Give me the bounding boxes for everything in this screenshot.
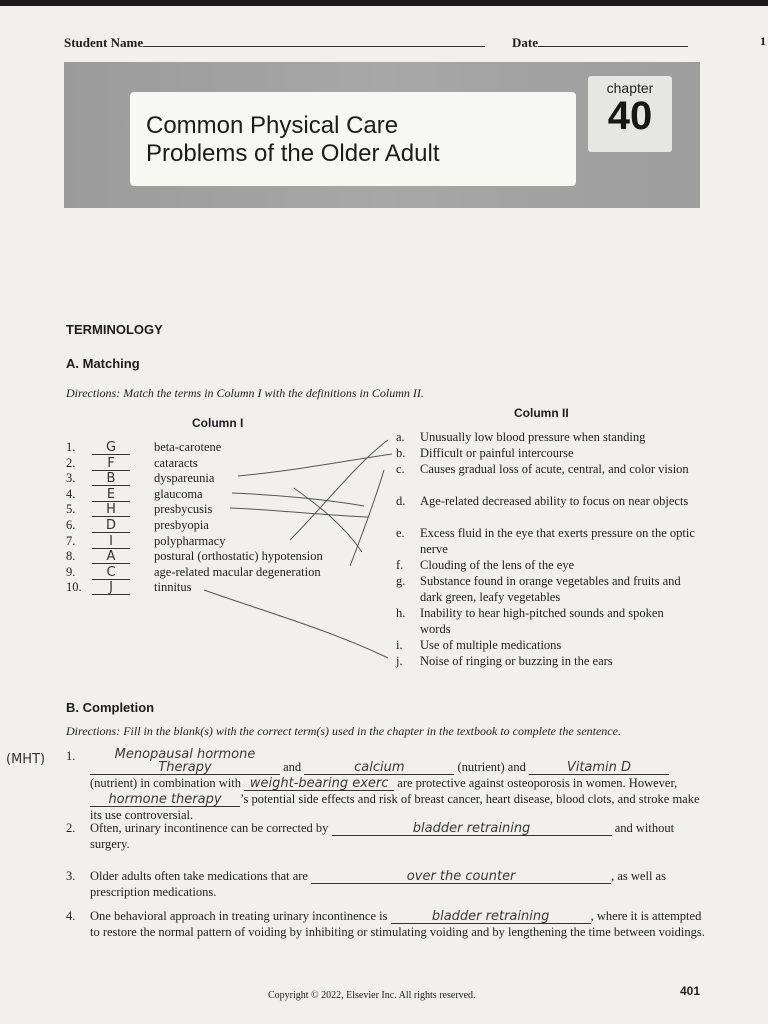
term-answer-blank[interactable]: F [92,457,130,471]
connector-line [232,493,364,506]
term-answer-blank[interactable]: C [92,566,130,580]
answer-blank[interactable]: Menopausal hormone Therapy [90,748,280,775]
question-number: 1. [66,749,76,763]
term-text: beta-carotene [154,440,222,454]
chapter-title-line1: Common Physical Care [146,112,399,139]
date-label: Date [512,35,538,50]
terminology-heading: TERMINOLOGY [66,322,163,337]
term-text: dyspareunia [154,471,215,486]
definition-text: Use of multiple medications [420,638,562,652]
term-answer-blank[interactable]: A [92,550,130,564]
definition-text: Excess fluid in the eye that exerts pressure on the optic nerve [420,526,695,556]
term-text: glaucoma [154,486,203,501]
answer-blank[interactable]: calcium [304,761,454,775]
question-text: (nutrient) and [457,760,526,774]
term-text: presbycusis [154,502,213,517]
margin-note: (MHT) [6,752,46,767]
term-answer-blank[interactable]: I [92,535,130,549]
definition-text: Substance found in orange vegetables and fruits and dark green, leafy vegetables [420,574,681,604]
definition-letter: d. [396,494,406,508]
term-text: age-related macular degeneration [154,564,321,579]
term-answer-blank[interactable]: J [92,581,130,595]
chapter-number: 40 [607,94,653,138]
term-answer-blank[interactable]: D [92,519,130,533]
answer-blank[interactable]: Vitamin D [529,761,669,775]
question-text: (nutrient) in combination with [90,776,242,790]
definition-letter: b. [396,446,406,460]
term-answer-blank[interactable]: G [92,441,130,455]
term-number: 5. [66,502,76,517]
term-answer-blank[interactable]: H [92,503,130,517]
copyright-notice: Copyright © 2022, Elsevier Inc. All rights reserved. [268,990,476,1001]
term-number: 3. [66,471,76,486]
question-1 [66,748,706,823]
term-answer-blank[interactable]: B [92,472,130,486]
answer-blank[interactable]: over the counter [311,870,611,884]
definition-letter: f. [396,558,404,572]
definition-text: Difficult or painful intercourse [420,446,574,460]
connector-line [238,454,392,476]
connector-line [204,590,388,658]
definition-letter: e. [396,526,405,540]
question-text: Often, urinary incontinence can be corrected by [90,821,329,835]
term-number: 4. [66,486,76,501]
matching-directions: Directions: Match the terms in Column I with the definitions in Column II. [66,386,424,400]
definition-text: Causes gradual loss of acute, central, and color vision [420,462,689,476]
question-4 [66,908,706,940]
definition-text: Inability to hear high-pitched sounds and spoken words [420,606,664,636]
term-number: 10. [66,580,82,595]
chapter-label: chapter [606,80,654,96]
definition-letter: c. [396,462,405,476]
term-number: 6. [66,518,76,532]
section-a-heading: A. Matching [66,356,140,371]
term-number: 7. [66,533,76,548]
question-number: 4. [66,909,76,923]
definition-letter: g. [396,574,406,588]
term-text: postural (orthostatic) hypotension [154,549,323,564]
definition-letter: h. [396,606,406,620]
term-text: tinnitus [154,580,192,595]
term-number: 8. [66,549,76,564]
question-text: and [283,760,302,774]
question-2 [66,820,706,852]
question-text: and without surgery. [90,821,675,851]
question-text: , where it is attempted to restore the normal pattern of voiding by inhibiting or stimulating voiding and by lengthening the time between voidings. [90,909,705,939]
question-3 [66,868,706,900]
top-right-number: 1 [760,34,766,48]
term-text: presbyopia [154,518,209,532]
term-number: 1. [66,440,76,454]
question-text: ’s potential side effects and risk of breast cancer, heart disease, blood clots, and stroke make its use controversial. [90,792,700,822]
question-text: Older adults often take medications that are [90,869,308,883]
term-answer-blank[interactable]: E [92,488,130,502]
question-text: , as well as prescription medications. [90,869,666,899]
answer-blank[interactable]: bladder retraining [332,822,612,836]
term-number: 9. [66,564,76,579]
column2-heading: Column II [514,406,569,420]
question-text: One behavioral approach in treating urinary incontinence is [90,909,388,923]
question-number: 3. [66,869,76,883]
answer-blank[interactable]: weight-bearing exerc [244,777,394,791]
definition-text: Clouding of the lens of the eye [420,558,575,572]
term-text: polypharmacy [154,533,226,548]
connector-line [350,470,384,566]
definition-text: Age-related decreased ability to focus on near objects [420,494,689,508]
definition-text: Unusually low blood pressure when standing [420,430,646,444]
answer-blank[interactable]: hormone therapy [90,793,240,807]
answer-blank[interactable]: bladder retraining [391,910,591,924]
chapter-title-line2: Problems of the Older Adult [146,140,440,167]
student-name-label: Student Name [64,35,144,50]
question-text: are protective against osteoporosis in women. However, [397,776,678,790]
question-number: 2. [66,821,76,835]
column1-heading: Column I [192,416,244,430]
page-number: 401 [680,984,701,998]
definition-letter: i. [396,638,403,652]
definition-letter: j. [396,654,403,668]
term-text: cataracts [154,455,198,470]
section-b-heading: B. Completion [66,700,155,715]
term-number: 2. [66,455,76,470]
definition-letter: a. [396,430,405,444]
completion-directions: Directions: Fill in the blank(s) with the correct term(s) used in the chapter in the textbook to complete the sentence. [66,724,621,738]
definition-text: Noise of ringing or buzzing in the ears [420,654,613,668]
connector-line [230,508,368,517]
